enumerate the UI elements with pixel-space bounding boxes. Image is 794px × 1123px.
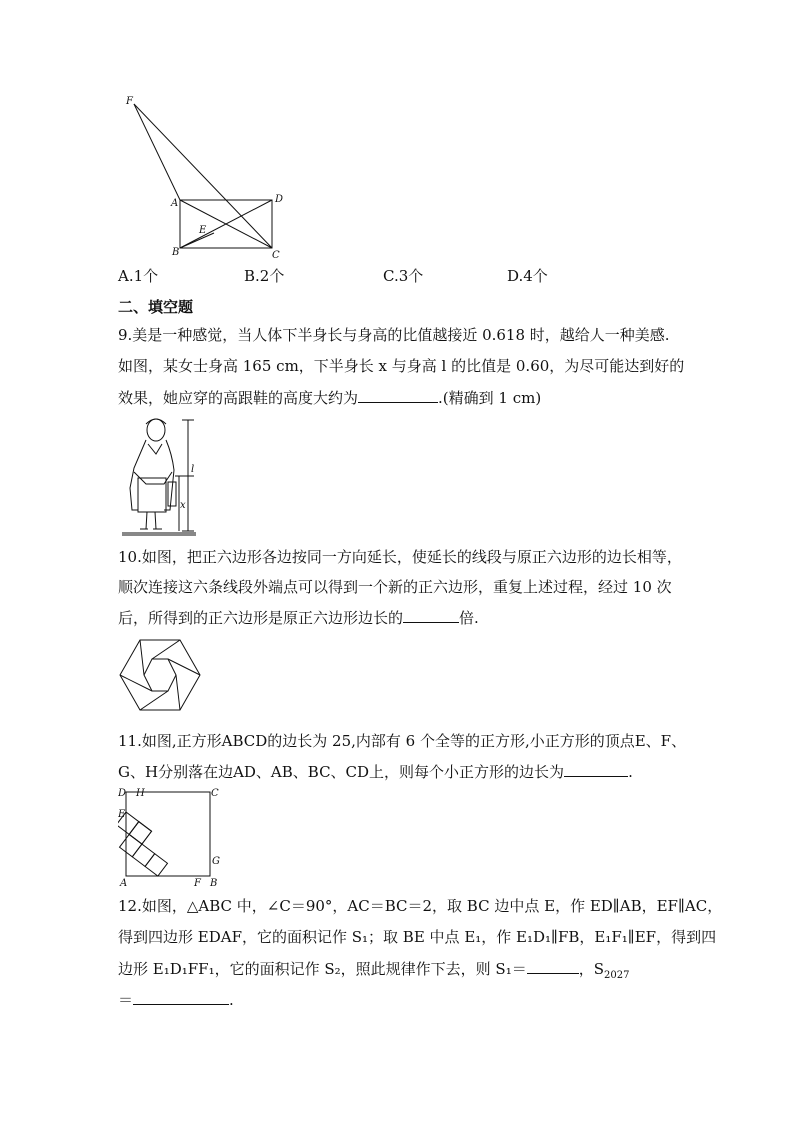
option-c: C.3个 bbox=[383, 267, 424, 285]
q10-line3 bbox=[118, 607, 479, 628]
q12-text-d: . bbox=[229, 991, 234, 1009]
q9-text-b: .(精确到 1 cm) bbox=[438, 389, 542, 407]
q12-line1: 12.如图，△ABC 中，∠C＝90°，AC＝BC＝2，取 BC 边中点 E，作 ED∥AB，EF∥AC， bbox=[118, 897, 723, 915]
q9-answer-blank[interactable] bbox=[358, 387, 438, 403]
q12-text-a: 边形 E₁D₁FF₁，它的面积记作 S₂，照此规律作下去，则 S₁＝ bbox=[118, 960, 527, 978]
q11-text-a: G、H分别落在边AD、AB、BC、CD上，则每个小正方形的边长为 bbox=[118, 763, 565, 781]
q8-figure bbox=[120, 92, 295, 262]
label-f: F bbox=[126, 96, 133, 107]
option-d: D.4个 bbox=[507, 267, 548, 285]
label-h: H bbox=[136, 788, 145, 799]
label-c: C bbox=[211, 788, 219, 799]
q11-text-b: . bbox=[628, 763, 633, 781]
label-a: A bbox=[171, 198, 179, 209]
q10-text-a: 后，所得到的正六边形是原正六边形边长的 bbox=[118, 609, 404, 627]
label-l: l bbox=[191, 464, 195, 475]
q10-figure-hexagons bbox=[118, 637, 202, 713]
q12-text-b: ，S bbox=[578, 960, 604, 978]
q9-line1: 9.美是一种感觉，当人体下半身长与身高的比值越接近 0.618 时，越给人一种美感. bbox=[118, 326, 670, 344]
label-e: E bbox=[199, 225, 207, 236]
q10-line1: 10.如图，把正六边形各边按同一方向延长，使延长的线段与原正六边形的边长相等， bbox=[118, 548, 682, 566]
q11-figure-squares bbox=[118, 784, 222, 888]
section-title: 二、填空题 bbox=[118, 298, 194, 316]
label-a: A bbox=[120, 878, 128, 888]
outer-hexagon bbox=[120, 640, 200, 710]
label-c: C bbox=[272, 250, 280, 261]
q10-answer-blank[interactable] bbox=[403, 607, 459, 623]
q11-line1: 11.如图,正方形ABCD的边长为 25,内部有 6 个全等的正方形,小正方形的顶点E、F、 bbox=[118, 732, 687, 750]
label-b: B bbox=[172, 247, 180, 258]
option-b: B.2个 bbox=[244, 267, 285, 285]
q12-line4 bbox=[118, 989, 234, 1010]
q11-answer-blank[interactable] bbox=[564, 761, 628, 777]
label-x: x bbox=[180, 500, 186, 511]
inner-hexagon bbox=[144, 659, 176, 691]
q12-subscript: 2027 bbox=[604, 970, 630, 981]
q9-figure-woman bbox=[118, 414, 200, 536]
q12-line2: 得到四边形 EDAF，它的面积记作 S₁；取 BE 中点 E₁，作 E₁D₁∥FB，E₁F₁∥EF，得到四 bbox=[118, 928, 717, 946]
q12-s2027-blank[interactable] bbox=[133, 989, 229, 1005]
label-f: F bbox=[194, 878, 201, 888]
q9-line3 bbox=[118, 387, 541, 408]
option-a: A.1个 bbox=[118, 267, 159, 285]
q12-s1-blank[interactable] bbox=[527, 958, 579, 974]
q11-line2 bbox=[118, 761, 633, 782]
q10-line2: 顺次连接这六条线段外端点可以得到一个新的正六边形，重复上述过程，经过 10 次 bbox=[118, 578, 672, 596]
label-d: D bbox=[118, 788, 127, 799]
label-g: G bbox=[212, 856, 220, 867]
q12-line3 bbox=[118, 958, 629, 986]
label-d: D bbox=[275, 194, 284, 205]
label-b: B bbox=[210, 878, 218, 888]
q10-text-b: 倍. bbox=[459, 609, 479, 627]
q9-text-a: 效果，她应穿的高跟鞋的高度大约为 bbox=[118, 389, 359, 407]
q9-line2: 如图，某女士身高 165 cm，下半身长 x 与身高 l 的比值是 0.60，为尽可能达到好的 bbox=[118, 357, 685, 375]
q12-text-c: ＝ bbox=[118, 991, 134, 1009]
label-e: E bbox=[118, 809, 126, 820]
